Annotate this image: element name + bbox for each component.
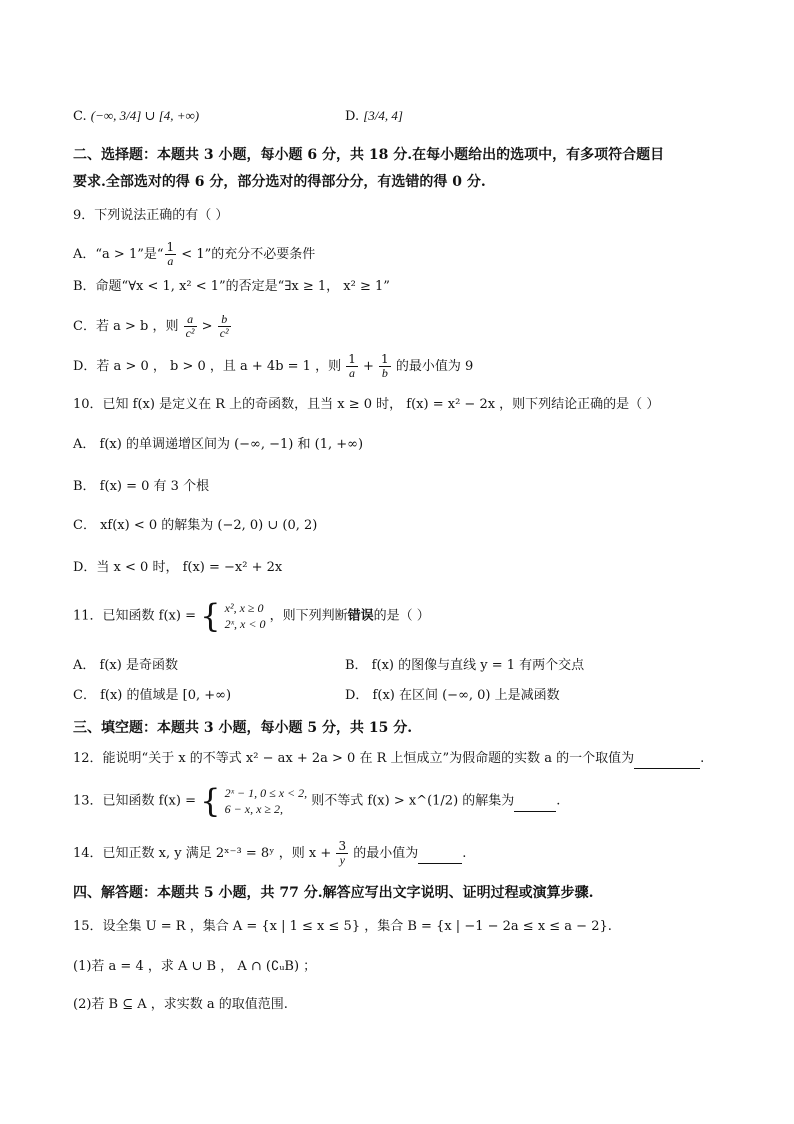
answer-blank — [634, 750, 700, 769]
option-d-prev: D. [3/4, 4] — [345, 108, 403, 124]
section-2-heading: 二、选择题：本题共 3 小题，每小题 6 分，共 18 分.在每小题给出的选项中，有多项符合题目 — [73, 147, 665, 163]
fraction: $\frac{b}{\text{c²}}$ — [219, 312, 229, 340]
question-11-option-d: D． f(x) 在区间 (−∞, 0) 上是减函数 — [345, 688, 560, 703]
question-9-option-a: A．“a > 1”是“ $\frac{1}{a}$ < 1”的充分不必要条件 — [73, 240, 316, 268]
question-10-option-c: C． xf(x) < 0 的解集为 (−2, 0) ∪ (0, 2) — [73, 518, 318, 533]
question-15-part-2: (2)若 B ⊆ A ，求实数 a 的取值范围. — [73, 997, 288, 1012]
question-10-option-d: D．当 x < 0 时， f(x) = −x² + 2x — [73, 560, 283, 575]
answer-blank — [418, 845, 462, 864]
fraction: $\frac{1}{a}$ — [348, 352, 356, 380]
answer-blank — [514, 793, 556, 812]
question-15-stem: 15．设全集 U = R ，集合 A = {x | 1 ≤ x ≤ 5} ，集合 B = {x | −1 − 2a ≤ x ≤ a − 2}. — [73, 919, 612, 934]
question-12: 12．能说明“关于 x 的不等式 x² − ax + 2a > 0 在 R 上恒成立”为假命题的实数 a 的一个取值为 . — [73, 750, 704, 769]
question-10-option-a: A． f(x) 的单调递增区间为 (−∞, −1) 和 (1, +∞) — [73, 437, 364, 452]
left-brace: { — [200, 597, 221, 635]
question-10-stem: 10．已知 f(x) 是定义在 R 上的奇函数，且当 x ≥ 0 时， f(x) = x² − 2x ，则下列结论正确的是（ ） — [73, 397, 660, 412]
left-brace: { — [200, 782, 221, 820]
question-14: 14．已知正数 x, y 满足 2ˣ⁻³ = 8ʸ ，则 x + $\frac{3}{y}$ 的最小值为 . — [73, 839, 467, 867]
question-11-option-c: C． f(x) 的值域是 [0, +∞) — [73, 688, 232, 703]
option-c-prev: C. (−∞, 3/4] ∪ [4, +∞) — [73, 108, 200, 124]
fraction: $\frac{1}{a}$ — [166, 240, 175, 268]
question-13: 13．已知函数 f(x) = { 2ˣ − 1, 0 ≤ x < 2, 6 − x, x ≥ 2, 则不等式 f(x) > x^(1/2) 的解集为 . — [73, 782, 561, 820]
section-3-heading: 三、填空题：本题共 3 小题，每小题 5 分，共 15 分. — [73, 720, 413, 736]
question-9-option-b: B．命题“∀x < 1, x² < 1”的否定是“∃x ≥ 1， x² ≥ 1” — [73, 279, 390, 294]
section-2-heading-cont: 要求.全部选对的得 6 分，部分选对的得部分分，有选错的得 0 分. — [73, 174, 486, 190]
piecewise-cases: x², x ≥ 0 2ˣ, x < 0 — [224, 601, 266, 631]
question-10-option-b: B． f(x) = 0 有 3 个根 — [73, 479, 210, 494]
fraction: $\frac{3}{y}$ — [338, 839, 347, 867]
section-4-heading: 四、解答题：本题共 5 小题，共 77 分.解答应写出文字说明、证明过程或演算步骤. — [73, 885, 594, 901]
question-9-stem: 9．下列说法正确的有（ ） — [73, 208, 229, 223]
question-9-option-c: C．若 a > b ，则 $\frac{a}{\text{c²}}$ > $\frac{b}{\text{c²}}$ — [73, 312, 229, 340]
question-15-part-1: (1)若 a = 4 ，求 A ∪ B ， A ∩ (∁ᵤB) ； — [73, 959, 317, 974]
fraction: $\frac{a}{\text{c²}}$ — [185, 312, 195, 340]
question-9-option-d: D．若 a > 0 ， b > 0 ，且 a + 4b = 1 ，则 $\frac{1}{a}$ + $\frac{1}{b}$ 的最小值为 9 — [73, 352, 474, 380]
piecewise-cases: 2ˣ − 1, 0 ≤ x < 2, 6 − x, x ≥ 2, — [224, 786, 308, 816]
question-11-stem: 11．已知函数 f(x) = { x², x ≥ 0 2ˣ, x < 0 ，则下列判断错误的是（ ） — [73, 597, 430, 635]
fraction: $\frac{1}{b}$ — [381, 352, 389, 380]
question-11-option-b: B． f(x) 的图像与直线 y = 1 有两个交点 — [345, 658, 585, 673]
question-11-option-a: A． f(x) 是奇函数 — [73, 658, 178, 673]
